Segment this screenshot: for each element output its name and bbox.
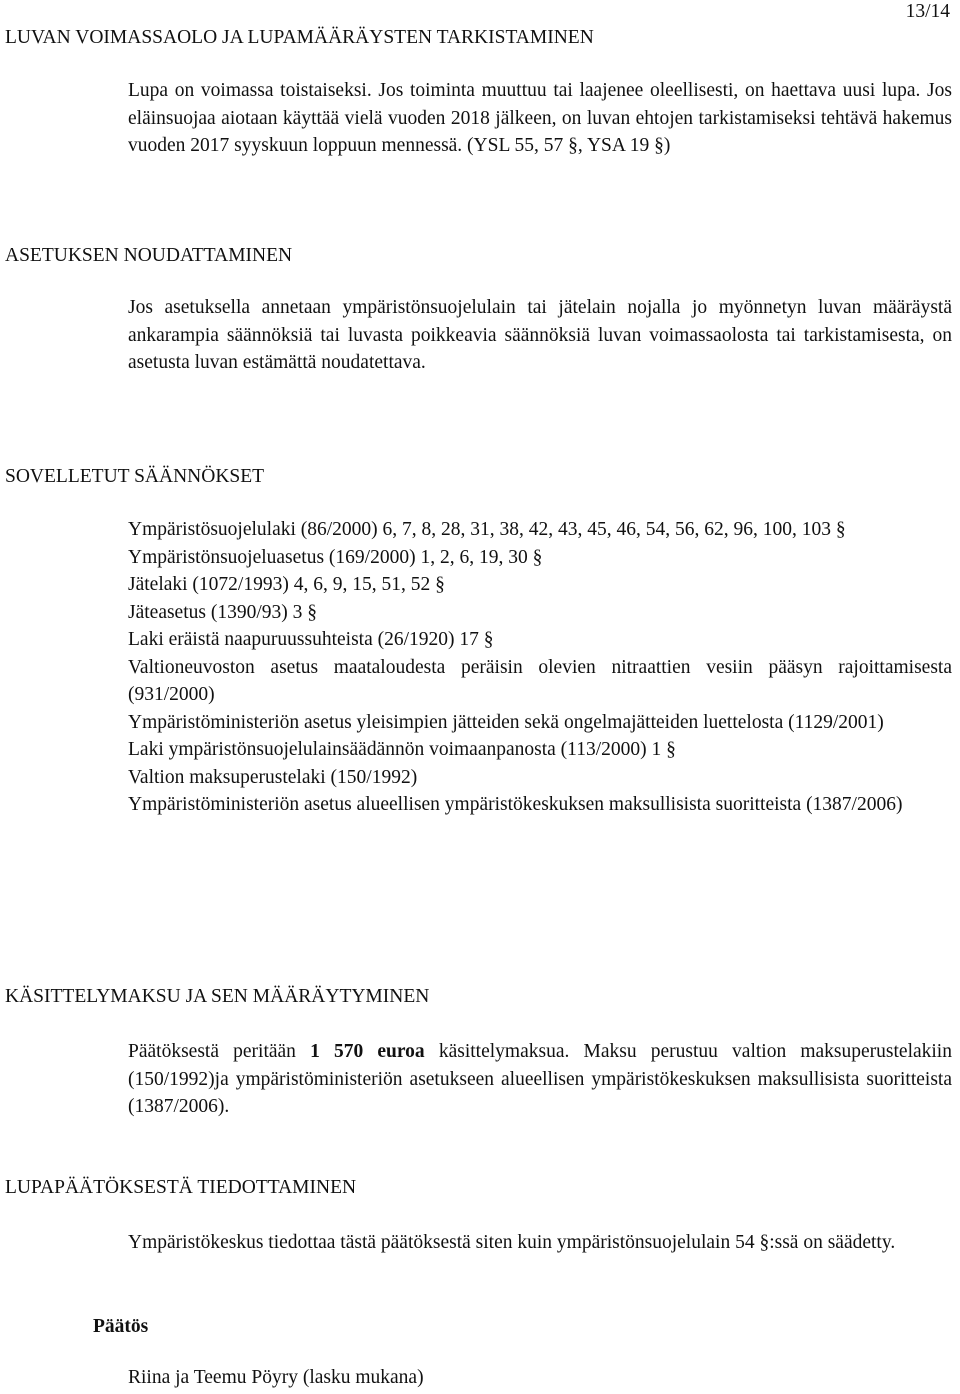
regulations-list xyxy=(128,516,952,819)
fee-text-before: Päätöksestä peritään xyxy=(128,1041,311,1062)
fee-paragraph xyxy=(128,1038,952,1121)
validity-text: Lupa on voimassa toistaiseksi. Jos toiminta muuttuu tai laajenee oleellisesti, on haettava uusi lupa. Jos eläinsuojaa aiotaan käyttää vielä vuoden 2018 jälkeen, on luvan ehtojen tarkistamiseksi tehtävä hakemus vuoden 2017 syyskuun loppuun mennessä. (YSL 55, 57 §, YSA 19 §) xyxy=(128,80,952,156)
regulation-item: Laki ympäristönsuojelulainsäädännön voimaanpanosta (113/2000) 1 § xyxy=(128,739,676,760)
fee-text-after: käsittelymaksua. Maksu perustuu valtion maksuperustelakiin (150/1992)ja ympäristöministeriön asetukseen alueellisen ympäristökeskuksen maksullisista suoritteista (1387/2006). xyxy=(128,1041,952,1117)
compliance-paragraph xyxy=(128,294,952,377)
page-number: 13/14 xyxy=(905,1,950,22)
regulation-item: Laki eräistä naapuruussuhteista (26/1920) 17 § xyxy=(128,629,494,650)
regulations-heading: SOVELLETUT SÄÄNNÖKSET xyxy=(5,466,265,487)
validity-heading: LUVAN VOIMASSAOLO JA LUPAMÄÄRÄYSTEN TARKISTAMINEN xyxy=(5,27,594,48)
regulation-item: Ympäristöministeriön asetus yleisimpien jätteiden sekä ongelmajätteiden luettelosta (1129/2001) xyxy=(128,711,884,733)
compliance-text: Jos asetuksella annetaan ympäristönsuojelulain tai jätelain nojalla jo myönnetyn luvan määräystä ankarampia säännöksiä tai luvasta poikkeavia säännöksiä luvan voimassaolosta tai tarkistamisesta, on asetusta luvan estämättä noudatettava. xyxy=(128,297,952,373)
regulation-item: Ympäristöministeriön asetus alueellisen ympäristökeskuksen maksullisista suoritteista (1387/2006) xyxy=(128,794,903,815)
regulation-item: Ympäristönsuojeluasetus (169/2000) 1, 2, 6, 19, 30 § xyxy=(128,546,543,568)
regulation-item: Ympäristösuojelulaki (86/2000) 6, 7, 8, 28, 31, 38, 42, 43, 45, 46, 54, 56, 62, 96, 100, 103 § xyxy=(128,519,846,540)
regulation-item: Jäteasetus (1390/93) 3 § xyxy=(128,601,318,623)
regulation-item: Jätelaki (1072/1993) 4, 6, 9, 15, 51, 52 § xyxy=(128,574,445,595)
validity-paragraph xyxy=(128,77,952,160)
compliance-heading: ASETUKSEN NOUDATTAMINEN xyxy=(5,245,293,266)
fee-amount: 1 570 euroa xyxy=(310,1041,425,1062)
notification-text: Ympäristökeskus tiedottaa tästä päätöksestä siten kuin ympäristönsuojelulain 54 §:ssä on säädetty. xyxy=(128,1232,896,1253)
fee-text xyxy=(128,1038,952,1121)
decision-recipient: Riina ja Teemu Pöyry (lasku mukana) xyxy=(128,1367,424,1388)
regulation-item: Valtion maksuperustelaki (150/1992) xyxy=(128,766,418,788)
regulation-item: Valtioneuvoston asetus maataloudesta peräisin olevien nitraattien vesiin pääsyn rajoittamisesta (931/2000) xyxy=(128,656,952,705)
fee-heading: KÄSITTELYMAKSU JA SEN MÄÄRÄYTYMINEN xyxy=(5,986,430,1007)
notification-heading: LUPAPÄÄTÖKSESTÄ TIEDOTTAMINEN xyxy=(5,1177,357,1198)
notification-paragraph xyxy=(128,1229,952,1257)
decision-label: Päätös xyxy=(93,1316,149,1337)
